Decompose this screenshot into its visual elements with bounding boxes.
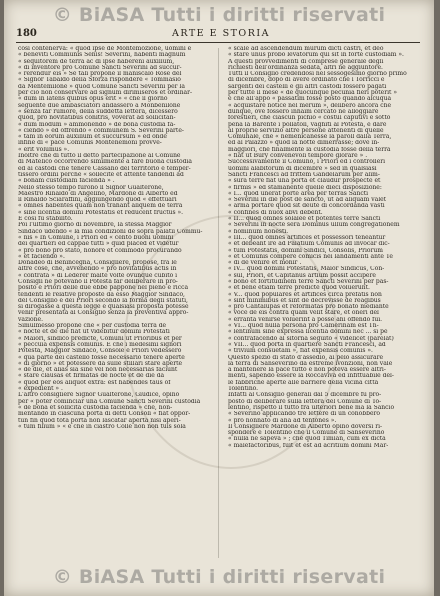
text-line: forestieri, che ciascun pichio « costui caputivi e sotto: [228, 115, 391, 122]
text-line: « Maiori, sindico predicte, Comuni ut Prioribus et per: [18, 335, 182, 342]
text-line: « acquistare notice nel merum », deliberò ancora che: [228, 102, 392, 109]
text-line: « sint minimibus et sint de decrevisse de reagibus: [228, 297, 381, 304]
text-line: posto di deliberare sulla lettera del Comune di To-: [228, 398, 382, 405]
text-line: Simulmesso propone che « per custodia terra de: [18, 323, 167, 330]
text-line: « tum filium » « e che in ciastro Colle non non tuis sola: [18, 423, 186, 430]
text-line: di Matelico occorrendo similmente a fare buona custodia: [18, 159, 192, 166]
text-line: spondere e Tolentino che il Comune di Sanseverino: [228, 430, 385, 437]
text-line: lentino, rispetto il tutto fra ulteriori bene ma la Sancio: [228, 404, 395, 411]
text-line: sargenti dei castelli e gli altri castodi fossero pagati: [228, 83, 387, 90]
text-line: Tolentino.: [228, 386, 259, 393]
text-line: « sura terre fiat una porta et claudur prospecte et: [228, 178, 381, 185]
watermark-bottom: © BiASA Tutti i diritti riservati: [52, 566, 386, 588]
text-line: « nis » In Comune, i Priori ed « cento buoni uomini: [18, 234, 174, 241]
text-line: « nulla ne sapeva » ; che quod Timian, cum ex dicta: [228, 436, 386, 443]
text-line: « VI... quod nulla persona pro Camerinam est Th-: [228, 323, 379, 330]
text-line: « ciendo » ed offrendo « communem S. Severini parte-: [18, 127, 184, 134]
text-line: « dum modum » ammonendo » de bona custodia fa-: [18, 121, 176, 128]
text-line: « et faciendo ».: [18, 253, 65, 260]
text-line: « contrata » di Lederer malte volte ovunque cubito i: [18, 272, 178, 279]
text-line: seguente due ambasciatori andassero a Monbenilone: [18, 102, 181, 109]
text-line: « I... quod unerat porte area per terras Sancti: [228, 190, 369, 197]
text-line: « di inventore pro Comune Sancti Severini ad succur-: [18, 64, 182, 71]
text-line: « omnes habentes quam non trahant aliquem de terra: [18, 203, 183, 210]
text-line: Tutti il Consiglio credendosi nel sessogesimo giorno primo: [228, 71, 407, 78]
text-line: « stare clausas et firmatas de nocte et de die da: [18, 373, 165, 380]
text-line: « hominum honesti.: [228, 228, 289, 235]
text-line: ed al Palazzo » quod la notte dimerrasse; dove in-: [228, 140, 380, 147]
text-line: « II... quod omnes solalee et potentes terre Sancti: [228, 216, 381, 223]
text-line: « peccuia expensis comunis. E che i medesimi signori: [18, 341, 182, 348]
text-line: Consigli ne potevano il Potestà far deliberare in pro-: [18, 278, 178, 285]
text-line: Sindaco udendo « la mia condizioni de sopra palatii Commu-: [18, 228, 203, 235]
running-head: ARTE E STORIA: [172, 28, 270, 39]
text-line: « di de venire et monir .: [228, 260, 302, 267]
right-column: [228, 46, 424, 449]
text-line: « trivium consuetam », fiat expensis comunis ».: [228, 348, 373, 355]
text-line: « V... quod populares et artifices circa prefatis non: [228, 291, 382, 298]
text-line: Poi l'ultimo giorno di novembre, la stessa Maggior: [18, 222, 172, 229]
text-line: il Rinaldo Sciaraffini, aggiungendo quod « effettuari: [18, 197, 177, 204]
text-line: « arma portare quod sit deute di concordanda vasti: [228, 203, 385, 210]
text-line: « erit volumus ».: [18, 146, 70, 153]
text-line: Infatti al Consiglio generali dal 5 dicembre fu pro-: [228, 392, 382, 399]
text-line: al proprie servizio altre persone attenenti di quelle: [228, 127, 384, 134]
text-line: tendenti le relative proposte da esso Maggior Sindaco,: [18, 291, 185, 298]
text-line: Potestà, Maggior Sindaco, Console e Priori vedessero: [18, 348, 182, 355]
text-line: posito e Priori delle due ebbe pappone nel pieno e ricca: [18, 285, 189, 292]
text-line: dunque, ove fossero inhaim cercato ne alloggiare: [228, 108, 379, 115]
text-line: vazione.: [18, 316, 43, 323]
text-line: « quod per eos aliquot extra: est habendes taus of: [18, 379, 171, 386]
text-line: menti, sapendo essere la Roccaviva ed infittuabile del-: [228, 373, 394, 380]
text-line: « tam in eorum auxilium et succursum » ed onde: [18, 134, 167, 141]
text-line: « tum Potestatis, domini Sindici, Consolis, Priorum: [228, 247, 383, 254]
text-line: « sul, Priori, et Capitanus artium possit accipere: [228, 272, 376, 279]
text-line: Il Consigliere Mardone di Alberto opinò doversi ri-: [228, 423, 383, 430]
text-line: « pro nonnato di ana ad tentones ».: [228, 417, 337, 424]
text-line: « pro bono pro stato, honore et commodo procurando: [18, 247, 182, 254]
text-line: « erranta venirse voluerint a posse ahi offendo fui.: [228, 316, 383, 323]
text-line: « qua parte dei castello fosse necessario tenere aperte: [18, 354, 185, 361]
text-line: « Severino applicandò tre lettere di un conobbero: [228, 411, 380, 418]
text-line: Successivamente il Comuno, i Priori ed i controlleri: [228, 159, 386, 166]
text-line: Questo spezio di stato d'assedio, ai pelo assicurare: [228, 354, 384, 361]
text-line: « et Comunis compere comicis nei landamenti ante Te: [228, 253, 393, 260]
text-line: ed ai castodi che tenere Cassano del territorio e temper-: [18, 165, 191, 172]
text-line: « scale ad ascendendum murum dicti castri, et deo: [228, 46, 384, 52]
text-line: Sancti Francesci ad frittem Gandelarum per alim-: [228, 171, 380, 178]
document-page: [4, 0, 434, 596]
text-line: a mantenere la pace tutto e non poteva essere altri-: [228, 367, 386, 374]
text-line: « stare unus probo levatorum qui sit in forte custodiam ».: [228, 52, 404, 59]
text-line: « malefactoribus, fuit et est ad acritium domini Mar-: [228, 442, 389, 449]
text-line: E così fu stabilito.: [18, 216, 73, 223]
text-line: « et bene etiam terre predicte quod voluerunt.: [228, 285, 370, 292]
text-line: « lentinum sine expressa licentia domini nec ... si pe: [228, 329, 388, 336]
text-line: « rerendur eis » Se tali propone il maniscalo Rose del: [18, 71, 182, 78]
text-line: « dum in latens quibus opus erit » « che il giorno: [18, 96, 168, 103]
text-line: « pro Cantalupas et reformatas pro bonato mediante: [228, 304, 389, 311]
text-line: di dicembre, dopo di avere ordinato che i Torricci e: [228, 77, 385, 84]
text-line: pena la Barente i pollatoli, vaghiti al Potestà, e dare: [228, 121, 387, 128]
text-line: Donadeo di Benincegna, Consigliere, propose, fra le: [18, 260, 177, 267]
text-line: « firmis » ed stamanente quelle dieci disposizione:: [228, 184, 382, 191]
text-line: « Severini in nocte sera Dominus ullum congregationem: [228, 222, 400, 229]
watermark-top: © BiASA Tutti i diritti riservati: [52, 4, 386, 26]
text-line: altre cose, che, avvenendo « pro novitatibus actis in: [18, 266, 177, 273]
text-line: « di giorno » et potessere da sulle stillari stare aperte: [18, 360, 183, 367]
text-line: la terra di Sanseverino da estreme ivonzioni, non vale: [228, 360, 393, 367]
text-line: « contrafacendo al sitorna seguito « videlicet (parelat): [228, 335, 394, 342]
text-line: « nocte et de die fiat ut videbitur domini Potestati: [18, 329, 170, 336]
text-line: da Mentemilone » quod Comune Sancti Severini per la: [18, 83, 185, 90]
text-line: per « poter cominciar una Comune Sancti Severini custodia: [18, 398, 201, 405]
text-line: « bonam custodiam facienda » .: [18, 178, 115, 185]
text-line: venir presentata al Consiglio senza la preventiva appro-: [18, 310, 189, 317]
text-line: « fiat ut Bury convenevoli tempore glorare » .: [228, 153, 368, 160]
left-column: [18, 46, 214, 430]
text-line: « voce de eis contra quam velit stare, et oneri del: [228, 310, 379, 317]
text-line: del Consiglio e dei Priori secondo la forma degli statuti,: [18, 297, 188, 304]
text-line: Maestro Rinaldo di Angelino, Mardone di Alberto ed: [18, 190, 178, 197]
column-divider: [218, 48, 219, 558]
text-line: per tutte il mese « de quocunque pecunia fieri poterit »: [228, 90, 398, 97]
text-line: così contenerva: « quod ipse de Montemozione, uomini e: [18, 46, 192, 52]
text-line: « Severini in die post de sancto, ut ad aliquam valet: [228, 197, 387, 204]
page-number: 180: [16, 28, 37, 39]
text-line: e che all'appo « passatim fosse posto quando alcuqua: [228, 96, 392, 103]
text-line: dei quartieri ed cappae tutti » quid placed et videtur: [18, 241, 179, 248]
text-line: Nello stesso tempo furono il Signor Gualterone,: [18, 184, 164, 191]
text-line: quod, pro novitatibus conitris, voverat ad sollicitan-: [18, 115, 176, 122]
page-header: [16, 28, 420, 43]
text-line: mentando in ciascuna porta di detti Consoli « fiat oppor-: [18, 411, 191, 418]
text-line: A questi provvedimenti di comprese generale degli: [228, 58, 384, 65]
text-line: infine di « pace Comunis Montenemoni provve-: [18, 140, 162, 147]
text-line: « bono et fortitudinem terre Sancti Severini per pas-: [228, 278, 389, 285]
text-line: « VII... quod porta in quartiere Sancti Francesci, ad: [228, 341, 386, 348]
text-line: L'altro consigliere Signor Gualterone, Giudice, opinò: [18, 392, 180, 399]
text-line: tissero ordini perché « sollecite et attente tandendi ad: [18, 171, 184, 178]
text-line: « de bona et sollicita custodia facienda » che, non-: [18, 404, 173, 411]
text-line: « III... quod omnes artifices et possessori teneantur: [228, 234, 386, 241]
text-line: « beneviti Communis Senis! Severini, habenti magnum: [18, 52, 186, 59]
text-line: richiesti dell'ordinanza sedata, altri ne aggiuntore.: [228, 64, 383, 71]
text-line: « de die, et alias sia sine vel non necessarias faciunt: [18, 367, 178, 374]
text-line: uomini alabitorum di dicembre » sed in qualsiasi: [228, 165, 377, 172]
text-line: per ciò non conservare ad signum dirimiseros et ordinar-: [18, 90, 193, 97]
text-line: « expedient » .: [18, 386, 63, 393]
text-line: « confines di nuox abvi debent.: [228, 209, 323, 216]
text-line: « sequitorem de terra ac di ipse habereni auxilium,: [18, 58, 175, 65]
text-line: tun fin quod tota porta non lascatar aperta nisi aperi-: [18, 417, 181, 424]
text-line: « senza far rumore, della suddetta lettera, dicessero: [18, 108, 178, 115]
text-line: « sine licentia domini Potestatis et reducent fructus ».: [18, 209, 184, 216]
text-line: « et debeant ire ad Palatium Comunis ad invocar dic-: [228, 241, 390, 248]
text-line: « IV... quod domini Potestatis, Maior Sindicus, Con-: [228, 266, 385, 273]
text-line: le fabbriche aperte alle barriere della vicina città: [228, 379, 379, 386]
text-line: Comunale, che « nemenicanesse la paroll dalla Terra,: [228, 134, 392, 141]
text-line: maggiori, che finalmente la custodia fosse della terra: [228, 146, 391, 153]
text-line: Inoltre che di tutto il detto partecipazione al Comune: [18, 153, 181, 160]
text-line: « Signor Tabaldo della Sforza rispondere « Tommasio: [18, 77, 181, 84]
text-line: si dirogasse a questa legge e qualsiasi proposta potesse: [18, 304, 189, 311]
